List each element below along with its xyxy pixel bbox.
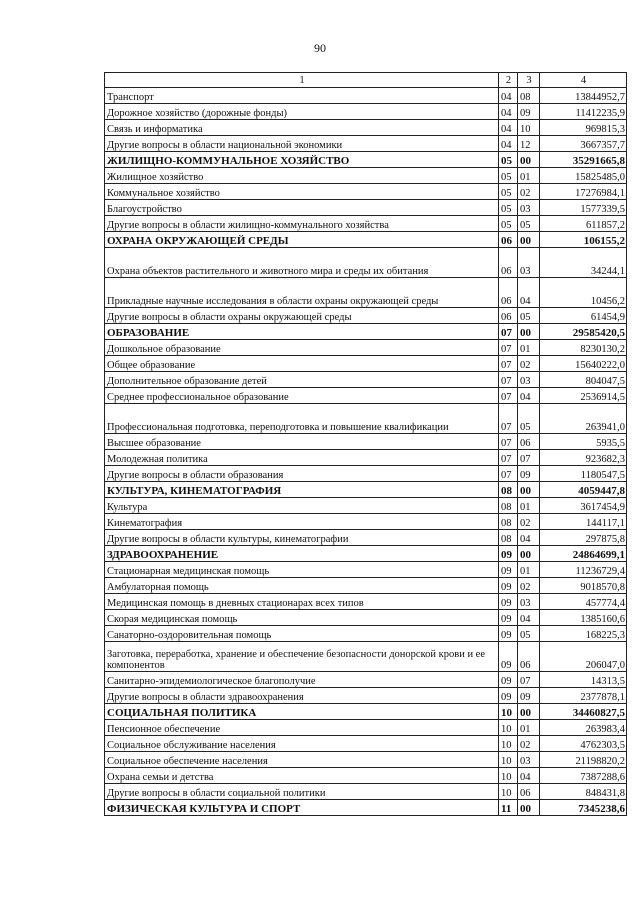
- table-row: [105, 514, 627, 530]
- row-section-code-cell: 09: [499, 594, 518, 610]
- table-row: [105, 120, 627, 136]
- row-subsection-code-cell: 00: [518, 704, 540, 720]
- row-subsection-code-cell: 00: [518, 232, 540, 248]
- row-amount-cell: 1180547,5: [540, 466, 627, 482]
- row-amount-cell: 1577339,5: [540, 200, 627, 216]
- row-name-cell: Дополнительное образование детей: [105, 372, 499, 388]
- row-subsection-code-cell: 00: [518, 482, 540, 498]
- table-row: [105, 216, 627, 232]
- row-subsection-code-cell: 01: [518, 498, 540, 514]
- budget-table: [104, 72, 627, 816]
- row-amount-cell: 2536914,5: [540, 388, 627, 404]
- row-section-code-cell: 08: [499, 482, 518, 498]
- row-name-cell: Кинематография: [105, 514, 499, 530]
- row-subsection-code-cell: 05: [518, 626, 540, 642]
- row-section-code-cell: 07: [499, 466, 518, 482]
- table-section-row: [105, 704, 627, 720]
- row-name-cell: Санаторно-оздоровительная помощь: [105, 626, 499, 642]
- row-amount-cell: 21198820,2: [540, 752, 627, 768]
- row-section-code-cell: 08: [499, 530, 518, 546]
- row-subsection-code-cell: 00: [518, 800, 540, 816]
- row-name-cell: Прикладные научные исследования в области охраны окружающей среды: [105, 278, 499, 308]
- table-row: [105, 626, 627, 642]
- row-name-cell: Социальное обслуживание населения: [105, 736, 499, 752]
- row-section-code-cell: 10: [499, 768, 518, 784]
- table-row: [105, 562, 627, 578]
- row-name-cell: Транспорт: [105, 88, 499, 104]
- table-row: [105, 104, 627, 120]
- row-amount-cell: 2377878,1: [540, 688, 627, 704]
- row-subsection-code-cell: 07: [518, 450, 540, 466]
- row-name-cell: Социальное обеспечение населения: [105, 752, 499, 768]
- row-name-cell: Жилищное хозяйство: [105, 168, 499, 184]
- row-subsection-code-cell: 02: [518, 578, 540, 594]
- row-section-code-cell: 09: [499, 672, 518, 688]
- row-section-code-cell: 09: [499, 610, 518, 626]
- row-amount-cell: 34244,1: [540, 248, 627, 278]
- row-subsection-code-cell: 08: [518, 88, 540, 104]
- row-section-code-cell: 07: [499, 388, 518, 404]
- table-row: [105, 184, 627, 200]
- row-name-cell: Молодежная политика: [105, 450, 499, 466]
- row-section-code-cell: 11: [499, 800, 518, 816]
- row-amount-cell: 61454,9: [540, 308, 627, 324]
- row-amount-cell: 35291665,8: [540, 152, 627, 168]
- row-subsection-code-cell: 05: [518, 308, 540, 324]
- row-section-code-cell: 07: [499, 340, 518, 356]
- row-section-code-cell: 04: [499, 104, 518, 120]
- row-amount-cell: 11236729,4: [540, 562, 627, 578]
- row-section-code-cell: 07: [499, 324, 518, 340]
- row-amount-cell: 5935,5: [540, 434, 627, 450]
- row-name-cell: Другие вопросы в области национальной экономики: [105, 136, 499, 152]
- row-subsection-code-cell: 00: [518, 324, 540, 340]
- row-name-cell: ЖИЛИЩНО-КОММУНАЛЬНОЕ ХОЗЯЙСТВО: [105, 152, 499, 168]
- row-section-code-cell: 06: [499, 308, 518, 324]
- row-name-cell: Скорая медицинская помощь: [105, 610, 499, 626]
- row-name-cell: Охрана объектов растительного и животного мира и среды их обитания: [105, 248, 499, 278]
- row-amount-cell: 4059447,8: [540, 482, 627, 498]
- row-subsection-code-cell: 00: [518, 152, 540, 168]
- row-name-cell: Дорожное хозяйство (дорожные фонды): [105, 104, 499, 120]
- row-amount-cell: 11412235,9: [540, 104, 627, 120]
- row-name-cell: Высшее образование: [105, 434, 499, 450]
- row-section-code-cell: 05: [499, 168, 518, 184]
- row-amount-cell: 1385160,6: [540, 610, 627, 626]
- row-name-cell: Другие вопросы в области жилищно-коммунального хозяйства: [105, 216, 499, 232]
- row-subsection-code-cell: 04: [518, 278, 540, 308]
- row-subsection-code-cell: 04: [518, 388, 540, 404]
- row-subsection-code-cell: 02: [518, 514, 540, 530]
- row-subsection-code-cell: 03: [518, 594, 540, 610]
- row-subsection-code-cell: 04: [518, 768, 540, 784]
- table-row: [105, 450, 627, 466]
- row-name-cell: ОБРАЗОВАНИЕ: [105, 324, 499, 340]
- row-name-cell: Медицинская помощь в дневных стационарах всех типов: [105, 594, 499, 610]
- row-name-cell: Благоустройство: [105, 200, 499, 216]
- table-row: [105, 752, 627, 768]
- table-row: [105, 200, 627, 216]
- row-amount-cell: 9018570,8: [540, 578, 627, 594]
- row-subsection-code-cell: 09: [518, 688, 540, 704]
- row-amount-cell: 7387288,6: [540, 768, 627, 784]
- table-row: [105, 356, 627, 372]
- row-amount-cell: 923682,3: [540, 450, 627, 466]
- row-amount-cell: 804047,5: [540, 372, 627, 388]
- row-amount-cell: 13844952,7: [540, 88, 627, 104]
- row-subsection-code-cell: 03: [518, 372, 540, 388]
- row-section-code-cell: 07: [499, 404, 518, 434]
- row-amount-cell: 3667357,7: [540, 136, 627, 152]
- row-section-code-cell: 10: [499, 720, 518, 736]
- row-amount-cell: 8230130,2: [540, 340, 627, 356]
- table-row: [105, 768, 627, 784]
- row-name-cell: Другие вопросы в области социальной политики: [105, 784, 499, 800]
- column-header-name: 1: [105, 73, 499, 88]
- table-row: [105, 784, 627, 800]
- row-section-code-cell: 04: [499, 136, 518, 152]
- row-amount-cell: 29585420,5: [540, 324, 627, 340]
- row-section-code-cell: 09: [499, 642, 518, 672]
- row-section-code-cell: 05: [499, 152, 518, 168]
- row-amount-cell: 297875,8: [540, 530, 627, 546]
- row-subsection-code-cell: 01: [518, 720, 540, 736]
- row-amount-cell: 969815,3: [540, 120, 627, 136]
- row-amount-cell: 848431,8: [540, 784, 627, 800]
- page-number: 90: [314, 41, 326, 55]
- row-subsection-code-cell: 03: [518, 752, 540, 768]
- row-name-cell: ЗДРАВООХРАНЕНИЕ: [105, 546, 499, 562]
- row-subsection-code-cell: 12: [518, 136, 540, 152]
- table-row: [105, 340, 627, 356]
- row-amount-cell: 10456,2: [540, 278, 627, 308]
- row-amount-cell: 15825485,0: [540, 168, 627, 184]
- row-subsection-code-cell: 04: [518, 610, 540, 626]
- row-name-cell: Пенсионное обеспечение: [105, 720, 499, 736]
- row-name-cell: Другие вопросы в области образования: [105, 466, 499, 482]
- row-subsection-code-cell: 03: [518, 200, 540, 216]
- row-name-cell: Охрана семьи и детства: [105, 768, 499, 784]
- row-amount-cell: 263941,0: [540, 404, 627, 434]
- row-section-code-cell: 10: [499, 784, 518, 800]
- row-name-cell: Связь и информатика: [105, 120, 499, 136]
- row-name-cell: СОЦИАЛЬНАЯ ПОЛИТИКА: [105, 704, 499, 720]
- row-amount-cell: 15640222,0: [540, 356, 627, 372]
- table-row: [105, 136, 627, 152]
- row-subsection-code-cell: 06: [518, 434, 540, 450]
- table-row: [105, 308, 627, 324]
- row-section-code-cell: 04: [499, 88, 518, 104]
- table-row: [105, 372, 627, 388]
- row-subsection-code-cell: 10: [518, 120, 540, 136]
- row-amount-cell: 14313,5: [540, 672, 627, 688]
- row-name-cell: КУЛЬТУРА, КИНЕМАТОГРАФИЯ: [105, 482, 499, 498]
- row-subsection-code-cell: 09: [518, 466, 540, 482]
- row-section-code-cell: 07: [499, 434, 518, 450]
- row-name-cell: Общее образование: [105, 356, 499, 372]
- table-section-row: [105, 482, 627, 498]
- row-section-code-cell: 06: [499, 278, 518, 308]
- row-amount-cell: 34460827,5: [540, 704, 627, 720]
- row-section-code-cell: 10: [499, 736, 518, 752]
- row-section-code-cell: 07: [499, 356, 518, 372]
- row-name-cell: Другие вопросы в области культуры, кинематографии: [105, 530, 499, 546]
- row-section-code-cell: 09: [499, 688, 518, 704]
- column-header-amount: 4: [540, 73, 627, 88]
- row-subsection-code-cell: 05: [518, 404, 540, 434]
- table-row: [105, 594, 627, 610]
- row-name-cell: Амбулаторная помощь: [105, 578, 499, 594]
- table-section-row: [105, 232, 627, 248]
- table-row: [105, 466, 627, 482]
- row-name-cell: Другие вопросы в области охраны окружающей среды: [105, 308, 499, 324]
- row-amount-cell: 457774,4: [540, 594, 627, 610]
- row-section-code-cell: 05: [499, 200, 518, 216]
- row-name-cell: Коммунальное хозяйство: [105, 184, 499, 200]
- row-section-code-cell: 05: [499, 216, 518, 232]
- row-amount-cell: 3617454,9: [540, 498, 627, 514]
- row-section-code-cell: 09: [499, 578, 518, 594]
- row-amount-cell: 7345238,6: [540, 800, 627, 816]
- table-row: [105, 736, 627, 752]
- budget-table-body: [105, 73, 627, 816]
- row-name-cell: Стационарная медицинская помощь: [105, 562, 499, 578]
- row-section-code-cell: 07: [499, 372, 518, 388]
- row-section-code-cell: 08: [499, 514, 518, 530]
- row-section-code-cell: 06: [499, 248, 518, 278]
- row-subsection-code-cell: 06: [518, 784, 540, 800]
- table-row: [105, 530, 627, 546]
- row-section-code-cell: 09: [499, 562, 518, 578]
- row-section-code-cell: 10: [499, 704, 518, 720]
- table-row: [105, 404, 627, 434]
- row-section-code-cell: 09: [499, 546, 518, 562]
- row-section-code-cell: 10: [499, 752, 518, 768]
- row-subsection-code-cell: 02: [518, 736, 540, 752]
- table-row: [105, 278, 627, 308]
- table-row: [105, 610, 627, 626]
- row-section-code-cell: 08: [499, 498, 518, 514]
- row-name-cell: Профессиональная подготовка, переподготовка и повышение квалификации: [105, 404, 499, 434]
- row-section-code-cell: 04: [499, 120, 518, 136]
- row-name-cell: Культура: [105, 498, 499, 514]
- row-name-cell: Санитарно-эпидемиологическое благополучие: [105, 672, 499, 688]
- row-section-code-cell: 07: [499, 450, 518, 466]
- row-name-cell: ОХРАНА ОКРУЖАЮЩЕЙ СРЕДЫ: [105, 232, 499, 248]
- row-name-cell: ФИЗИЧЕСКАЯ КУЛЬТУРА И СПОРТ: [105, 800, 499, 816]
- table-row: [105, 498, 627, 514]
- row-section-code-cell: 09: [499, 626, 518, 642]
- row-subsection-code-cell: 09: [518, 104, 540, 120]
- table-header-row: [105, 73, 627, 88]
- table-section-row: [105, 152, 627, 168]
- row-subsection-code-cell: 02: [518, 184, 540, 200]
- table-row: [105, 672, 627, 688]
- column-header-section: 2: [499, 73, 518, 88]
- row-subsection-code-cell: 05: [518, 216, 540, 232]
- row-section-code-cell: 05: [499, 184, 518, 200]
- row-amount-cell: 263983,4: [540, 720, 627, 736]
- row-amount-cell: 144117,1: [540, 514, 627, 530]
- table-row: [105, 688, 627, 704]
- row-amount-cell: 206047,0: [540, 642, 627, 672]
- table-row: [105, 88, 627, 104]
- row-subsection-code-cell: 04: [518, 530, 540, 546]
- table-row: [105, 248, 627, 278]
- row-subsection-code-cell: 01: [518, 562, 540, 578]
- row-amount-cell: 4762303,5: [540, 736, 627, 752]
- table-section-row: [105, 324, 627, 340]
- table-row: [105, 434, 627, 450]
- row-amount-cell: 17276984,1: [540, 184, 627, 200]
- row-subsection-code-cell: 06: [518, 642, 540, 672]
- row-subsection-code-cell: 07: [518, 672, 540, 688]
- row-subsection-code-cell: 01: [518, 340, 540, 356]
- row-amount-cell: 106155,2: [540, 232, 627, 248]
- row-subsection-code-cell: 00: [518, 546, 540, 562]
- row-amount-cell: 24864699,1: [540, 546, 627, 562]
- column-header-subsection: 3: [518, 73, 540, 88]
- row-subsection-code-cell: 01: [518, 168, 540, 184]
- table-row: [105, 720, 627, 736]
- row-name-cell: Дошкольное образование: [105, 340, 499, 356]
- row-name-cell: Другие вопросы в области здравоохранения: [105, 688, 499, 704]
- table-row: [105, 578, 627, 594]
- table-row: [105, 388, 627, 404]
- table-row: [105, 642, 627, 672]
- row-name-cell: Среднее профессиональное образование: [105, 388, 499, 404]
- row-name-cell: Заготовка, переработка, хранение и обеспечение безопасности донорской крови и ее компонентов: [105, 642, 499, 672]
- row-section-code-cell: 06: [499, 232, 518, 248]
- table-section-row: [105, 546, 627, 562]
- table-section-row: [105, 800, 627, 816]
- row-subsection-code-cell: 02: [518, 356, 540, 372]
- table-row: [105, 168, 627, 184]
- row-amount-cell: 611857,2: [540, 216, 627, 232]
- row-amount-cell: 168225,3: [540, 626, 627, 642]
- row-subsection-code-cell: 03: [518, 248, 540, 278]
